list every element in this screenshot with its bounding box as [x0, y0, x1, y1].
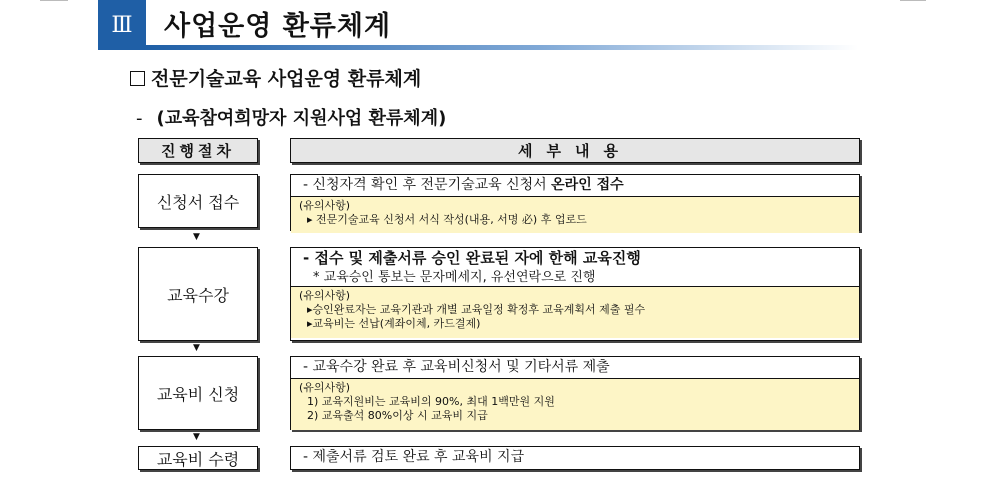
caution-item: ▸승인완료자는 교육기관과 개별 교육일정 확정후 교육계획서 제출 필수: [307, 303, 646, 316]
detail-course-attendance: [290, 247, 860, 341]
down-arrow-icon: ▼: [193, 343, 200, 353]
step-fee-receipt: 교육비 수령: [138, 446, 258, 470]
down-arrow-icon: ▼: [193, 432, 200, 442]
heading-level2: [136, 104, 446, 130]
detail-main-line: - 접수 및 제출서류 승인 완료된 자에 한해 교육진행: [303, 249, 641, 267]
checkbox-square-icon: [130, 71, 145, 86]
heading-dash: -: [136, 108, 143, 129]
step-course-attendance: 교육수강: [138, 247, 258, 341]
detail-main-line: - 제출서류 검토 완료 후 교육비 지급: [303, 449, 525, 465]
detail-fee-application: [290, 356, 860, 430]
heading-level1-text: 전문기술교육 사업운영 환류체계: [151, 68, 422, 90]
detail-main-line: - 교육수강 완료 후 교육비신청서 및 기타서류 제출: [303, 359, 610, 375]
caution-note: [291, 286, 859, 338]
step-application-receipt: 신청서 접수: [138, 174, 258, 228]
detail-fee-receipt: [290, 446, 860, 470]
heading-level1: [130, 64, 421, 91]
top-left-rule: [40, 0, 68, 1]
down-arrow-icon: ▼: [193, 232, 200, 242]
heading-level2-text: (교육참여희망자 지원사업 환류체계): [156, 108, 447, 129]
caution-title: (유의사항): [299, 381, 351, 394]
top-right-rule: [900, 0, 926, 1]
header-process: 진행절차: [138, 138, 258, 163]
detail-sub-line: * 교육승인 통보는 문자메세지, 유선연락으로 진행: [313, 270, 596, 285]
caution-note: [291, 196, 859, 233]
detail-application-receipt: [290, 174, 860, 231]
detail-main-line: [291, 175, 859, 196]
page-title: 사업운영 환류체계: [164, 11, 392, 42]
caution-item: 1) 교육지원비는 교육비의 90%, 최대 1백만원 지원: [307, 395, 555, 408]
step-fee-application: 교육비 신청: [138, 356, 258, 430]
caution-item: ▸교육비는 선납(계좌이체, 카드결제): [307, 317, 481, 330]
detail-main-emphasis: 온라인 접수: [551, 177, 624, 193]
caution-title: (유의사항): [299, 199, 351, 212]
caution-note: [291, 378, 859, 430]
caution-item: 2) 교육출석 80%이상 시 교육비 지급: [307, 409, 488, 422]
header-details: 세부내용: [290, 138, 860, 163]
section-number-badge: Ⅲ: [98, 0, 146, 50]
caution-title: (유의사항): [299, 289, 351, 302]
caution-item: ▸ 전문기술교육 신청서 서식 작성(내용, 서명 必) 후 업로드: [307, 213, 587, 226]
detail-main-text: - 신청자격 확인 후 전문기술교육 신청서: [303, 177, 552, 193]
title-underline: [146, 45, 858, 50]
